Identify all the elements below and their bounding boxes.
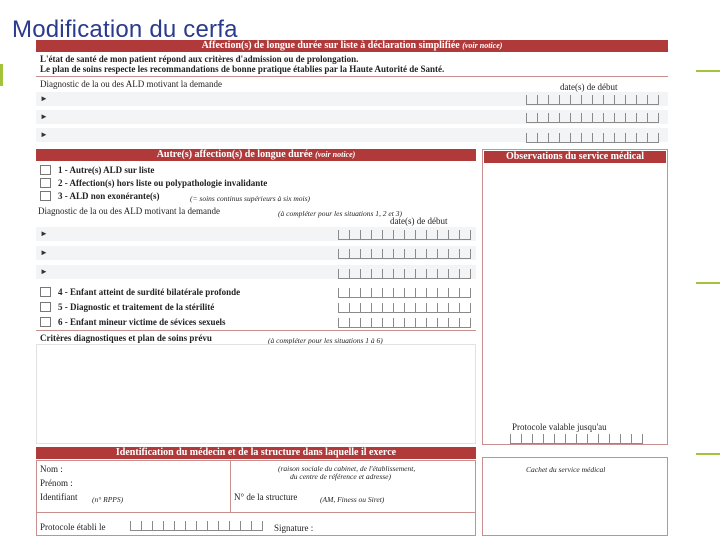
date-boxes[interactable] — [338, 269, 471, 279]
divider — [36, 76, 668, 77]
section1-header-note: (voir notice) — [462, 41, 503, 50]
accent-line-right-top — [696, 70, 720, 72]
identification-header — [36, 447, 476, 459]
criteria-label: Critères diagnostiques et plan de soins prévu — [40, 333, 212, 343]
raison-sociale-line-2: du centre de référence et adresse) — [290, 472, 391, 481]
option-5-checkbox[interactable] — [40, 302, 51, 312]
option-4-label: 4 - Enfant atteint de surdité bilatérale profonde — [58, 287, 241, 297]
protocol-valid-label: Protocole valable jusqu'au — [512, 422, 607, 432]
date-boxes[interactable] — [338, 318, 471, 328]
accent-bar-left — [0, 64, 3, 86]
option-6-label: 6 - Enfant mineur victime de sévices sexuels — [58, 317, 226, 327]
cachet-label: Cachet du service médical — [526, 465, 606, 474]
option-5-label: 5 - Diagnostic et traitement de la stérilité — [58, 302, 215, 312]
option-3-note: (= soins continus supérieurs à six mois) — [190, 194, 311, 203]
identity-divider — [230, 460, 231, 512]
option-1-checkbox[interactable] — [40, 165, 51, 175]
protocole-etabli-label: Protocole établi le — [40, 522, 106, 532]
section2-header — [36, 149, 476, 161]
row-arrow-icon: ► — [40, 229, 48, 238]
criteria-note: (à compléter pour les situations 1 à 6) — [268, 336, 383, 345]
option-1-label: 1 - Autre(s) ALD sur liste — [58, 165, 155, 175]
statement-line-2: Le plan de soins respecte les recommandations de bonne pratique établies par la Haute Autorité de Santé. — [40, 64, 445, 74]
section1-header-text: Affection(s) de longue durée sur liste à déclaration simplifiée — [201, 40, 460, 51]
section2-diagnostic-note: (à compléter pour les situations 1, 2 et 3) — [278, 209, 402, 218]
accent-line-right-middle — [696, 282, 720, 284]
structure-number-note: (AM, Finess ou Siret) — [320, 495, 385, 504]
section2-header-note: (voir notice) — [315, 150, 356, 159]
row-arrow-icon: ► — [40, 112, 48, 121]
nom-label: Nom : — [40, 464, 63, 474]
option-3-checkbox[interactable] — [40, 191, 51, 201]
section1-date-label: date(s) de début — [560, 82, 618, 92]
observations-panel — [482, 149, 668, 445]
observations-header-text: Observations du service médical — [505, 151, 645, 162]
identifiant-label: Identifiant — [40, 492, 78, 502]
structure-number-label: N° de la structure — [234, 492, 298, 502]
date-boxes[interactable] — [338, 288, 471, 298]
observations-header — [484, 151, 666, 163]
prenom-label: Prénom : — [40, 478, 73, 488]
date-boxes[interactable] — [526, 113, 659, 123]
section2-diagnostic-label: Diagnostic de la ou des ALD motivant la demande — [38, 206, 220, 216]
section1-diagnostic-label: Diagnostic de la ou des ALD motivant la demande — [40, 79, 222, 89]
section2-date-label: date(s) de début — [390, 216, 448, 226]
row-arrow-icon: ► — [40, 248, 48, 257]
identification-header-text: Identification du médecin et de la structure dans laquelle il exerce — [115, 447, 397, 458]
signature-label: Signature : — [274, 523, 314, 533]
option-2-checkbox[interactable] — [40, 178, 51, 188]
identifiant-note: (n° RPPS) — [92, 495, 124, 504]
row-arrow-icon: ► — [40, 94, 48, 103]
date-boxes[interactable] — [526, 133, 659, 143]
date-boxes[interactable] — [338, 249, 471, 259]
criteria-field[interactable] — [36, 344, 476, 444]
date-boxes[interactable] — [130, 521, 263, 531]
row-arrow-icon: ► — [40, 130, 48, 139]
option-6-checkbox[interactable] — [40, 317, 51, 327]
cerfa-form — [32, 36, 672, 540]
option-4-checkbox[interactable] — [40, 287, 51, 297]
date-boxes[interactable] — [338, 230, 471, 240]
divider — [36, 330, 476, 331]
slide-title: Modification du cerfa — [12, 16, 238, 43]
divider — [36, 512, 476, 513]
date-boxes[interactable] — [510, 434, 643, 444]
statement-line-1: L'état de santé de mon patient répond aux critères d'admission ou de prolongation. — [40, 54, 359, 64]
section2-header-text: Autre(s) affection(s) de longue durée — [156, 149, 313, 160]
accent-line-right-bottom — [696, 453, 720, 455]
option-3-label: 3 - ALD non exonérante(s) — [58, 191, 160, 201]
date-boxes[interactable] — [338, 303, 471, 313]
date-boxes[interactable] — [526, 95, 659, 105]
row-arrow-icon: ► — [40, 267, 48, 276]
option-2-label: 2 - Affection(s) hors liste ou polypathologie invalidante — [58, 178, 268, 188]
raison-sociale-line-1: (raison sociale du cabinet, de l'établissement, — [278, 464, 416, 473]
